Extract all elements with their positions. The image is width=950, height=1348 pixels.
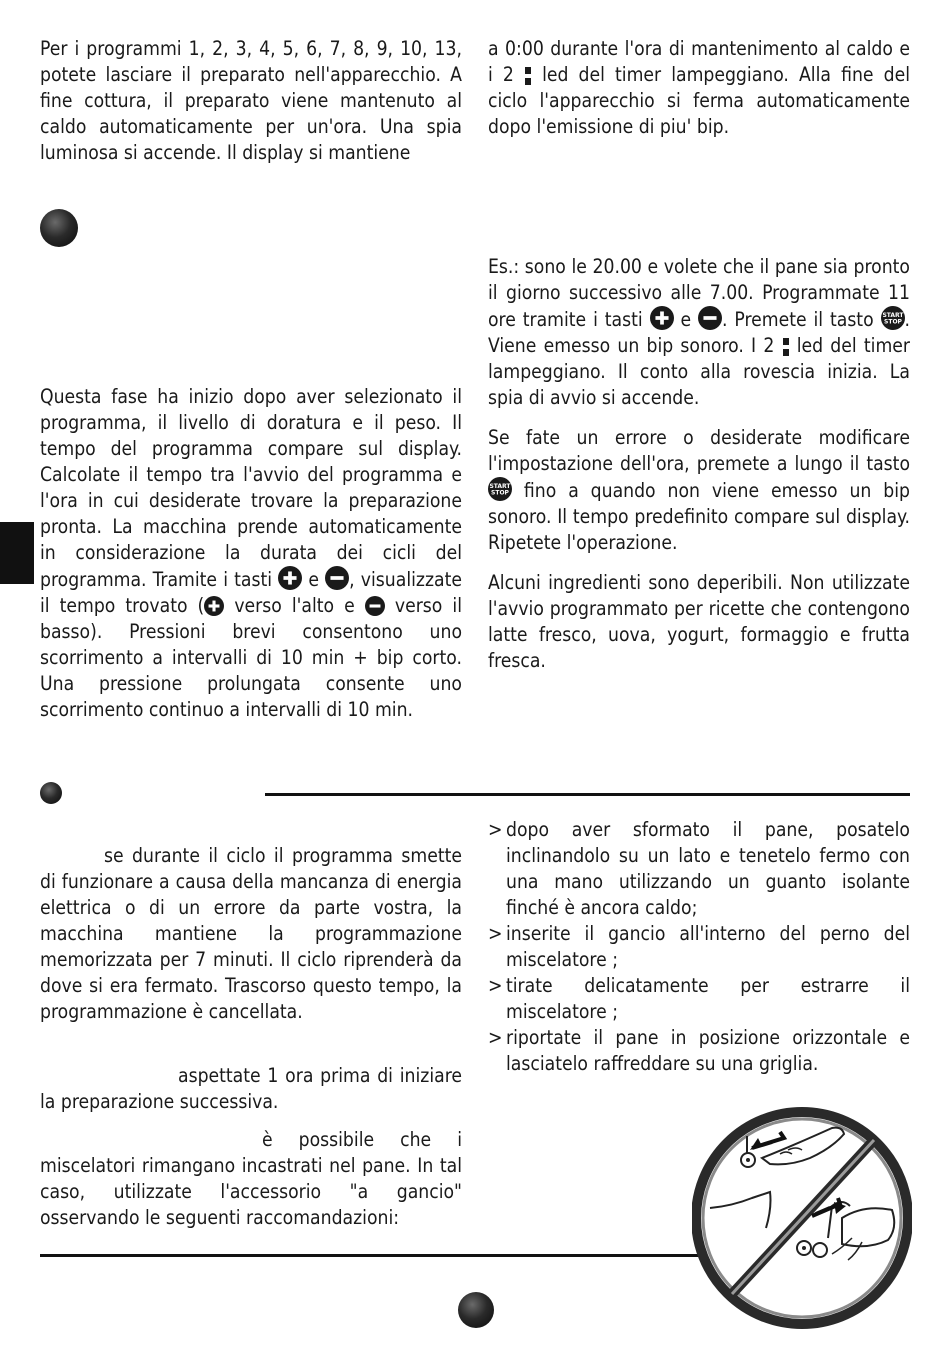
minus-button-icon <box>365 596 385 616</box>
mixer-stuck-paragraph: è possibile che i miscelatori rimangano incastrati nel pane. In tal caso, utilizzate l'accessorio "a gancio" osservando le seguenti raccomandazioni: <box>40 1128 462 1229</box>
keep-warm-text <box>40 36 462 166</box>
timer-led-icon <box>524 67 532 85</box>
text-fragment: , visualizzate il tempo trovato ( <box>40 568 462 617</box>
perishable-warning: Alcuni ingredienti sono deperibili. Non utilizzate l'avvio programmato per ricette che contengono latte fresco, uova, yogurt, formaggio e frutta fresca. <box>488 571 910 672</box>
list-item <box>488 1025 910 1077</box>
text-fragment: led del timer lampeggiano. Alla fine del ciclo l'apparecchio si ferma automaticamente dopo l'emissione di piu' bip. <box>488 63 910 138</box>
wait-paragraph: aspettate 1 ora prima di iniziare la preparazione successiva. <box>40 1064 462 1113</box>
list-item <box>488 921 910 973</box>
text-fragment: e <box>308 568 319 591</box>
text-fragment: Se fate un errore o desiderate modificare l'impostazione dell'ora, premete a lungo il tasto <box>488 426 910 475</box>
plus-button-icon <box>650 306 674 330</box>
section-bullet-icon <box>40 209 78 247</box>
instruction-list <box>488 817 910 1077</box>
delayed-start-instructions <box>40 384 462 723</box>
power-failure-paragraph: se durante il ciclo il programma smette di funzionare a causa della mancanza di energia elettrica o di un errore da parte vostra, la macchina mantiene la programmazione memorizzata per 7 minuti. Il ciclo riprenderà da dove si era fermato. Trascorso questo tempo, la programmazione è cancellata. <box>40 844 462 1023</box>
list-bullet: > <box>488 1026 503 1049</box>
power-failure-text <box>40 843 462 1231</box>
text-fragment: Questa fase ha inizio dopo aver selezionato il programma, il livello di doratura e il peso. Il tempo del programma compare sul display. Calcolate il tempo tra l'avvio del programma e l'ora in cui desiderate trovare la preparazione pronta. La macchina prende automaticamente in considerazione la durata dei cicli del programma. Tramite i tasti <box>40 385 462 591</box>
list-item <box>488 817 910 921</box>
plus-button-icon <box>278 566 302 590</box>
list-item-text: inserite il gancio all'interno del perno del miscelatore ; <box>506 922 910 971</box>
startstop-label: STOP <box>883 318 902 326</box>
text-fragment: verso l'alto e <box>234 594 355 617</box>
section-bullet-icon <box>40 782 62 804</box>
footer-divider <box>40 1254 730 1257</box>
text-fragment: led del timer lampeggiano. Il conto alla rovescia inizia. La spia di avvio si accende. <box>488 334 910 409</box>
hook-instructions <box>488 817 910 1077</box>
start-stop-button-icon <box>488 477 512 501</box>
section-divider <box>265 793 910 796</box>
text-fragment: . Viene emesso un bip sonoro. I 2 <box>488 308 911 357</box>
list-bullet: > <box>488 818 503 841</box>
page-number-dot <box>458 1292 494 1328</box>
text-fragment: verso il basso). Pressioni brevi consentono uno scorrimento a intervalli di 10 min + bip corto. Una pressione prolungata consente uno scorrimento continuo a intervalli di 10 min. <box>40 594 462 721</box>
list-item-text: riportate il pane in posizione orizzontale e lasciatelo raffreddare su una griglia. <box>506 1026 910 1075</box>
text-fragment: a 0:00 durante l'ora di mantenimento al caldo e i 2 <box>488 37 910 86</box>
plus-button-icon <box>204 596 224 616</box>
text-fragment: . Premete il tasto <box>722 308 874 331</box>
minus-button-icon <box>698 306 722 330</box>
start-stop-button-icon <box>881 306 905 330</box>
list-item-text: tirate delicatamente per estrarre il miscelatore ; <box>506 974 910 1023</box>
keep-warm-continued-paragraph <box>488 36 910 140</box>
startstop-label: STOP <box>491 489 509 497</box>
hook-tool-prohibition-illustration <box>692 1088 912 1348</box>
instructions-paragraph <box>40 384 462 723</box>
startstop-label: START <box>882 311 904 319</box>
keep-warm-paragraph: Per i programmi 1, 2, 3, 4, 5, 6, 7, 8, 9, 10, 13, potete lasciare il preparato nell'apparecchio. A fine cottura, il preparato viene mantenuto al caldo automaticamente per un'ora. Una spia luminosa si accende. Il display si mantiene <box>40 37 462 164</box>
list-item <box>488 973 910 1025</box>
delayed-start-example <box>488 254 910 674</box>
page-edge-tab <box>0 522 34 584</box>
keep-warm-text-continued <box>488 36 910 140</box>
list-bullet: > <box>488 922 503 945</box>
text-fragment: Es.: sono le 20.00 e volete che il pane sia pronto il giorno successivo alle 7.00. Programmate 11 ore tramite i tasti <box>488 255 910 331</box>
error-paragraph <box>488 425 910 556</box>
text-fragment: fino a quando non viene emesso un bip sonoro. Il tempo predefinito compare sul display. Ripetete l'operazione. <box>488 479 910 554</box>
minus-button-icon <box>325 566 349 590</box>
list-bullet: > <box>488 974 503 997</box>
text-fragment: e <box>680 308 692 331</box>
example-paragraph <box>488 254 910 411</box>
startstop-label: START <box>489 482 511 490</box>
list-item-text: dopo aver sformato il pane, posatelo inclinandolo su un lato e tenetelo fermo con una mano utilizzando un guanto isolante finché è ancora caldo; <box>506 818 910 919</box>
timer-led-icon <box>782 338 790 356</box>
